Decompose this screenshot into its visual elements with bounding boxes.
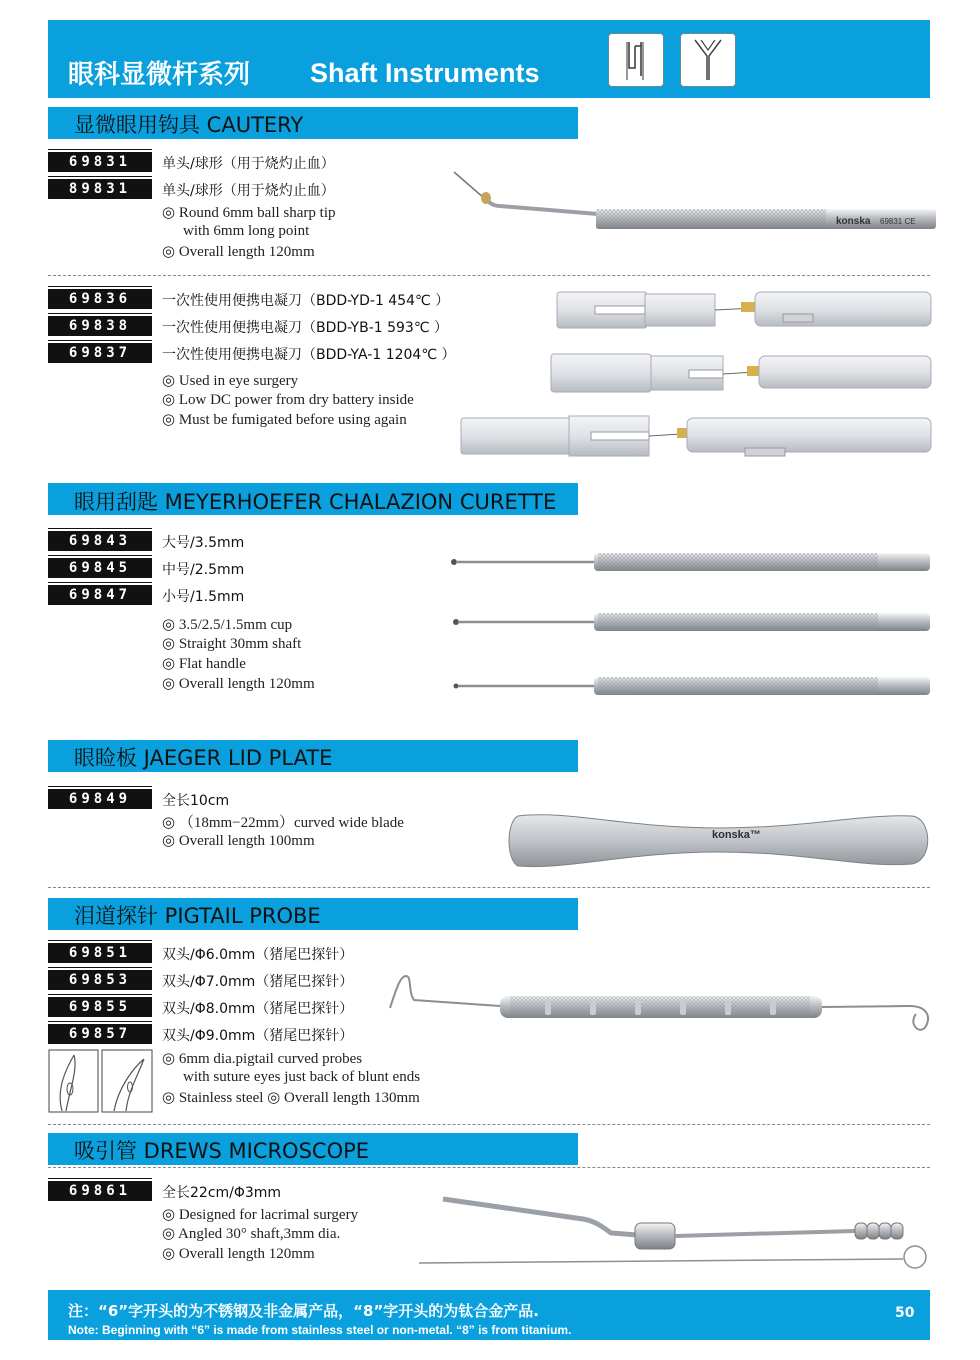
page-title-en: Shaft Instruments	[310, 58, 540, 88]
divider	[48, 887, 930, 888]
spec-line: ◎ 6mm dia.pigtail curved probes	[162, 1051, 363, 1067]
product-code: 69851	[48, 943, 152, 963]
pigtail-probe-image	[380, 970, 936, 1036]
product-desc: 一次性使用便携电凝刀（BDD-YA-1 1204℃ ）	[162, 347, 456, 363]
product-desc: 双头/Φ6.0mm（猪尾巴探针）	[162, 947, 354, 963]
product-desc: 一次性使用便携电凝刀（BDD-YB-1 593℃ ）	[162, 320, 449, 336]
spec-line: ◎ Overall length 120mm	[162, 676, 315, 692]
spec-line: ◎ Overall length 100mm	[162, 833, 315, 849]
product-brand-mark: konska	[836, 216, 871, 227]
spec-line: with 6mm long point	[183, 223, 310, 239]
product-code: 69853	[48, 970, 152, 990]
spec-line: ◎ （18mm−22mm）curved wide blade	[162, 815, 404, 831]
section-label-lidplate: 眼睑板 JAEGER LID PLATE	[74, 746, 333, 770]
lid-plate-image	[508, 808, 934, 874]
product-code: 69843	[48, 531, 152, 551]
spec-line: ◎ Overall length 120mm	[162, 244, 315, 260]
product-desc: 单头/球形（用于烧灼止血）	[162, 156, 335, 172]
product-desc: 全长22cm/Φ3mm	[162, 1185, 282, 1201]
spec-line: ◎ Designed for lacrimal surgery	[162, 1207, 359, 1223]
product-code: 69849	[48, 789, 152, 809]
spec-line: ◎ Used in eye surgery	[162, 373, 299, 389]
spec-line: ◎ Straight 30mm shaft	[162, 636, 302, 652]
product-desc: 单头/球形（用于烧灼止血）	[162, 183, 335, 199]
page-title-cn: 眼科显微杆系列	[68, 60, 251, 90]
product-code: 69861	[48, 1181, 152, 1201]
spec-line: ◎ Stainless steel ◎ Overall length 130mm	[162, 1090, 420, 1106]
product-desc: 中号/2.5mm	[162, 562, 245, 578]
footer-note-cn: 注：“6”字开头的为不锈钢及非金属产品，“8”字开头的为钛合金产品.	[68, 1302, 540, 1320]
product-desc: 大号/3.5mm	[162, 535, 245, 551]
disposable-cautery-pens-image	[455, 288, 935, 463]
spec-line: ◎ Overall length 120mm	[162, 1246, 315, 1262]
spec-line: ◎ Low DC power from dry battery inside	[162, 392, 414, 408]
product-brand-mark: konska™	[712, 829, 761, 841]
product-desc: 双头/Φ8.0mm（猪尾巴探针）	[162, 1001, 354, 1017]
curette-instruments-image	[448, 550, 934, 700]
product-code: 69831	[48, 152, 152, 172]
product-desc: 小号/1.5mm	[162, 589, 245, 605]
product-desc: 双头/Φ9.0mm（猪尾巴探针）	[162, 1028, 354, 1044]
spec-line: ◎ Round 6mm ball sharp tip	[162, 205, 336, 221]
footer-note-en: Note: Beginning with “6” is made from stainless steel or non-metal. “8” is from titanium.	[68, 1323, 572, 1337]
section-label-probe: 泪道探针 PIGTAIL PROBE	[74, 904, 321, 928]
tip-shape-hook-icon	[608, 33, 664, 87]
product-engraved-code: 69831 CE	[880, 217, 916, 226]
product-code: 69857	[48, 1024, 152, 1044]
divider	[48, 1167, 930, 1168]
spec-line: ◎ Must be fumigated before using again	[162, 412, 407, 428]
divider	[48, 275, 930, 276]
product-code: 69847	[48, 585, 152, 605]
product-desc: 全长10cm	[162, 793, 230, 809]
divider	[48, 1124, 930, 1125]
spec-line: with suture eyes just back of blunt ends	[183, 1069, 421, 1085]
product-code: 69836	[48, 289, 152, 309]
product-code: 89831	[48, 179, 152, 199]
section-label-cautery: 显微眼用钩具 CAUTERY	[74, 113, 304, 137]
product-code: 69845	[48, 558, 152, 578]
product-code: 69855	[48, 997, 152, 1017]
drews-cannula-image	[415, 1193, 937, 1273]
section-label-drews: 吸引管 DREWS MICROSCOPE	[74, 1139, 370, 1163]
spec-line: ◎ 3.5/2.5/1.5mm cup	[162, 617, 293, 633]
section-label-curette: 眼用刮匙 MEYERHOEFER CHALAZION CURETTE	[74, 490, 557, 514]
tip-shape-fork-icon	[680, 33, 736, 87]
product-code: 69837	[48, 343, 152, 363]
cautery-instrument-image	[448, 168, 938, 238]
page-number: 50	[895, 1305, 915, 1321]
spec-line: ◎ Angled 30° shaft,3mm dia.	[162, 1226, 341, 1242]
spec-line: ◎ Flat handle	[162, 656, 246, 672]
product-desc: 双头/Φ7.0mm（猪尾巴探针）	[162, 974, 354, 990]
pigtail-tip-detail-icon	[48, 1049, 154, 1113]
product-desc: 一次性使用便携电凝刀（BDD-YD-1 454℃ ）	[162, 293, 450, 309]
product-code: 69838	[48, 316, 152, 336]
